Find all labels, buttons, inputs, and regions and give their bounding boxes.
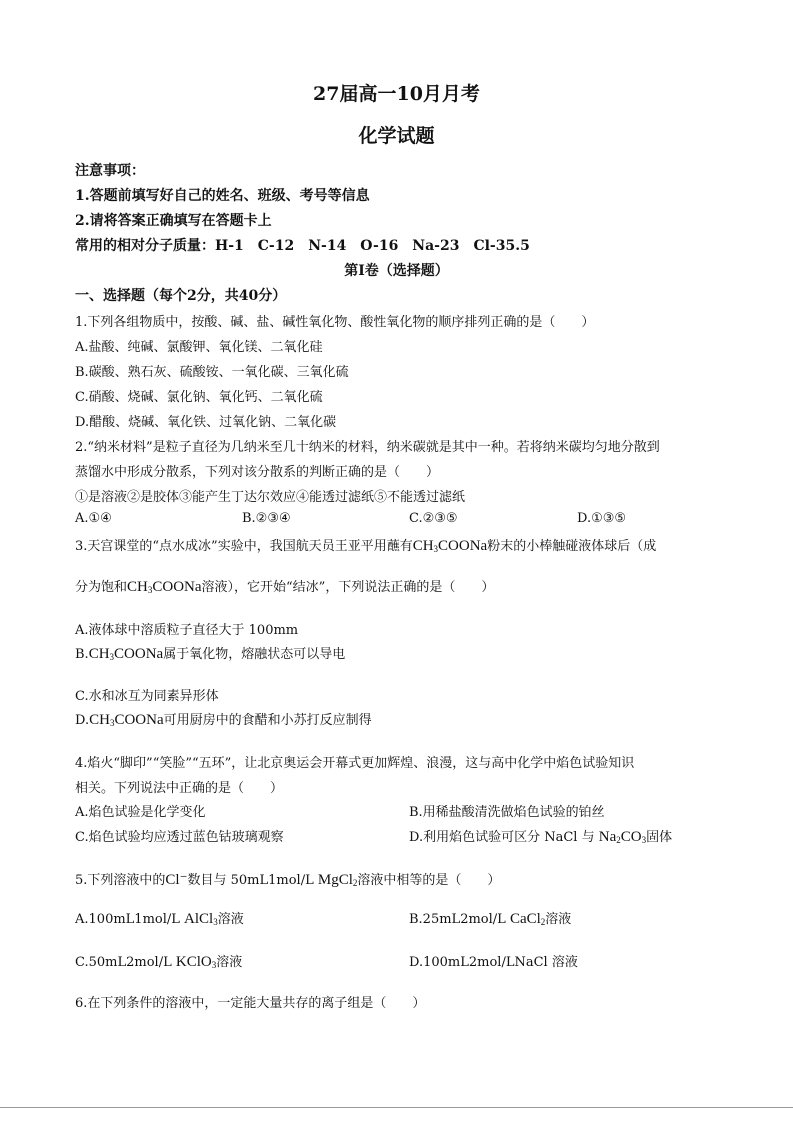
q6-stem: 6.在下列条件的溶液中，一定能大量共存的离子组是（ ） xyxy=(75,996,426,1011)
q5-option-c: C.50mL2mol/L KClO$_3$溶液 xyxy=(75,954,243,970)
formula-na2co3: $Na_2CO_3$ xyxy=(598,829,647,845)
exam-subtitle: 化学试题 xyxy=(358,125,435,147)
q5-option-b: B.25mL2mol/L CaCl$_2$溶液 xyxy=(409,911,572,927)
q4-option-a: A.焰色试验是化学变化 xyxy=(75,805,206,820)
q3-stem-2-post: 溶液），它开始“结冰”，下列说法正确的是（ ） xyxy=(201,580,495,595)
formula-ch3coona: $CH_3COONa$ xyxy=(412,538,488,554)
part-heading: 一、选择题（每个2分，共40分） xyxy=(75,288,287,304)
q3-option-a: A.液体球中溶质粒子直径大于 100mm xyxy=(75,623,299,638)
volume-heading: 第Ⅰ卷（选择题） xyxy=(344,263,449,279)
q3-stem-2-pre: 分为饱和 xyxy=(75,580,128,595)
q3-option-d: $D.CH_3COONa$可用厨房中的食醋和小苏打反应制得 xyxy=(75,712,372,728)
q2-stem-line-1: 2.“纳米材料”是粒子直径为几纳米至几十纳米的材料，纳米碳就是其中一种。若将纳米碳均匀地分散到 xyxy=(75,440,660,455)
notice-item-1: 1.答题前填写好自己的姓名、班级、考号等信息 xyxy=(75,188,370,204)
q2-option-b: B.②③④ xyxy=(242,511,291,526)
formula-alcl3: AlCl$_3$ xyxy=(184,911,218,927)
formula-cl-ion: Cl⁻ xyxy=(165,872,188,888)
exam-title: 27届高一10月月考 xyxy=(313,83,480,105)
q3-option-b: $B.CH_3COONa$属于氧化物，熔融状态可以导电 xyxy=(75,646,346,662)
q4-stem-line-2: 相关。下列说法中正确的是（ ） xyxy=(75,781,284,796)
q3-option-c: C.水和冰互为同素异形体 xyxy=(75,689,219,704)
q4-option-d: D.利用焰色试验可区分 NaCl 与 $Na_2CO_3$固体 xyxy=(409,829,673,845)
q3-stem-1-pre: 3.天宫课堂的“点水成冰”实验中，我国航天员王亚平用蘸有 xyxy=(75,539,413,554)
q5-option-d: D.100mL2mol/LNaCl 溶液 xyxy=(409,955,578,970)
q2-statements: ①是溶液②是胶体③能产生丁达尔效应④能透过滤纸⑤不能透过滤纸 xyxy=(75,490,466,505)
q2-stem-line-2: 蒸馏水中形成分散系，下列对该分散系的判断正确的是（ ） xyxy=(75,465,440,480)
notice-heading: 注意事项： xyxy=(75,163,145,179)
formula-ch3coona: $CH_3COONa$ xyxy=(89,712,164,728)
q1-option-b: B.碳酸、熟石灰、硫酸铵、一氧化碳、三氧化硫 xyxy=(75,365,349,380)
notice-item-2: 2.请将答案正确填写在答题卡上 xyxy=(75,213,272,229)
q1-option-c: C.硝酸、烧碱、氯化钠、氧化钙、二氧化硫 xyxy=(75,390,323,405)
formula-kclo3: KClO$_3$ xyxy=(175,954,217,970)
q1-option-a: A.盐酸、纯碱、氯酸钾、氧化镁、二氧化硅 xyxy=(75,340,323,355)
q2-option-d: D.①③⑤ xyxy=(577,511,627,526)
formula-ch3coona: $CH_3COONa$ xyxy=(88,646,164,662)
formula-ch3coona: $CH_3COONa$ xyxy=(127,579,202,595)
q4-option-b: B.用稀盐酸清洗做焰色试验的铂丝 xyxy=(409,805,605,820)
q5-option-a: A.100mL1mol/L AlCl$_3$溶液 xyxy=(75,911,244,927)
q3-stem-line-1 xyxy=(75,535,656,555)
q4-stem-line-1: 4.焰火“脚印”“笑脸”“五环”，让北京奥运会开幕式更加辉煌、浪漫，这与高中化学中焰色试验知识 xyxy=(75,756,635,771)
q2-option-c: C.②③⑤ xyxy=(409,511,458,526)
q2-option-a: A.①④ xyxy=(75,511,112,526)
formula-mgcl2: MgCl$_2$ xyxy=(317,872,358,888)
q4-option-c: C.焰色试验均应透过蓝色钴玻璃观察 xyxy=(75,830,284,845)
page-bottom-rule xyxy=(0,1107,793,1108)
q3-stem-1-post: 粉末的小棒触碰液体球后（成 xyxy=(487,539,657,554)
formula-cacl2: CaCl$_2$ xyxy=(509,911,546,927)
q1-stem: 1.下列各组物质中，按酸、碱、盐、碱性氧化物、酸性氧化物的顺序排列正确的是（ ） xyxy=(75,315,595,330)
q1-option-d: D.醋酸、烧碱、氧化铁、过氧化钠、二氧化碳 xyxy=(75,415,337,430)
q3-stem-line-2 xyxy=(75,576,494,596)
relative-masses: 常用的相对分子质量：H-1 C-12 N-14 O-16 Na-23 Cl-35.5 xyxy=(75,238,530,254)
q5-stem: 5.下列溶液中的Cl⁻数目与 50mL1mol/L MgCl$_2$溶液中相等的是（ ） xyxy=(75,872,501,888)
